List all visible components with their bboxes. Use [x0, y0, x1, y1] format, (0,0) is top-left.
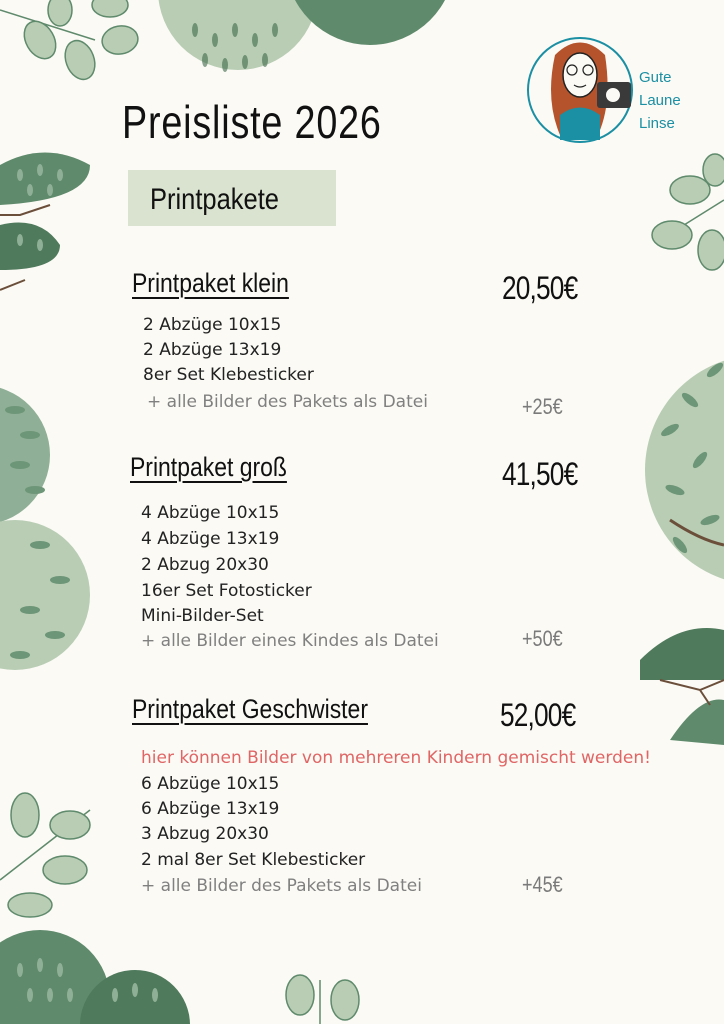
addon-price: +50€ — [522, 626, 563, 651]
list-item: 6 Abzüge 10x15 — [141, 774, 280, 794]
package-price-geschwister: 52,00€ — [500, 697, 576, 733]
list-item: 8er Set Klebesticker — [143, 365, 314, 385]
addon-text: + alle Bilder des Pakets als Datei — [141, 876, 422, 896]
addon-price: +25€ — [522, 394, 563, 419]
list-item: 2 Abzug 20x30 — [141, 555, 269, 575]
package-title-geschwister: Printpaket Geschwister — [132, 694, 368, 724]
logo-line-2: Laune — [639, 92, 681, 109]
bush-left-dark — [0, 385, 50, 525]
list-item: 4 Abzüge 13x19 — [141, 529, 280, 549]
page-title: Preisliste 2026 — [122, 96, 382, 148]
list-item: 2 Abzüge 10x15 — [143, 315, 282, 335]
addon-text: + alle Bilder des Pakets als Datei — [147, 392, 428, 412]
list-item: 6 Abzüge 13x19 — [141, 799, 280, 819]
tree-right-lower — [640, 628, 724, 680]
addon-text: + alle Bilder eines Kindes als Datei — [141, 631, 439, 651]
list-item: 3 Abzug 20x30 — [141, 824, 269, 844]
package-title-klein: Printpaket klein — [132, 268, 289, 298]
package-price-klein: 20,50€ — [502, 270, 578, 306]
list-item: 2 Abzüge 13x19 — [143, 340, 282, 360]
list-item: 2 mal 8er Set Klebesticker — [141, 850, 366, 870]
package-price-gross: 41,50€ — [502, 456, 578, 492]
addon-price: +45€ — [522, 872, 563, 897]
logo-text — [639, 66, 681, 135]
package-title-gross: Printpaket groß — [130, 452, 287, 482]
logo-line-3: Linse — [639, 115, 675, 132]
logo-line-1: Gute — [639, 69, 672, 86]
list-item: 16er Set Fotosticker — [141, 581, 312, 601]
list-item: Mini-Bilder-Set — [141, 606, 264, 626]
bush-top-light — [158, 0, 318, 70]
section-label: Printpakete — [150, 183, 280, 216]
list-item: 4 Abzüge 10x15 — [141, 503, 280, 523]
tree-left-top — [0, 153, 90, 206]
package-note: hier können Bilder von mehreren Kindern gemischt werden! — [141, 748, 651, 768]
